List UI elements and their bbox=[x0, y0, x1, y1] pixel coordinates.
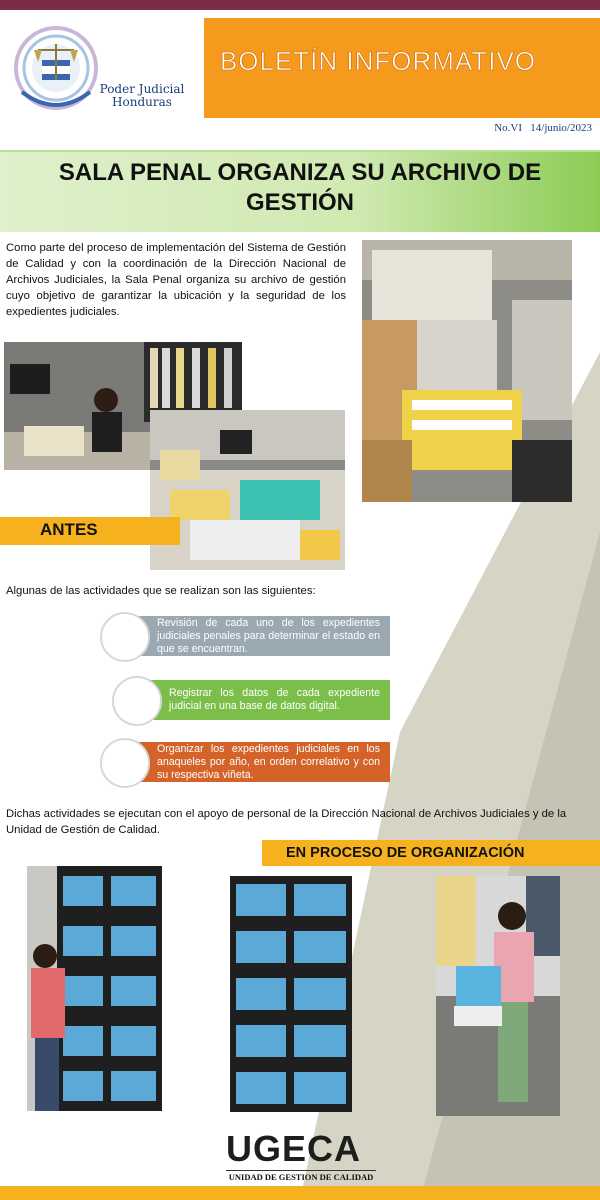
photo-shelves bbox=[230, 876, 352, 1112]
logo-line2: Honduras bbox=[112, 95, 172, 109]
activity-text: Organizar los expedientes judiciales en los anaqueles por año, en orden correlativo y con su respectiva viñeta. bbox=[157, 742, 380, 781]
photo-woman-files bbox=[436, 876, 560, 1116]
issue-date: 14/junio/2023 bbox=[530, 122, 592, 134]
ugeca-subtitle: UNIDAD DE GESTION DE CALIDAD bbox=[226, 1170, 376, 1182]
activities-intro: Algunas de las actividades que se realizan son las siguientes: bbox=[6, 585, 316, 597]
activity-bullet-1 bbox=[100, 612, 150, 662]
photo-archive-boxes bbox=[362, 240, 572, 502]
bulletin-title: BOLETÍN INFORMATIVO bbox=[219, 46, 537, 76]
intro-paragraph: Como parte del proceso de implementación del Sistema de Gestión de Calidad y con la coordinación de la Dirección Nacional de Archivos Judiciales, la Sala Penal organiza su archivo de gestión cuyo objetivo de garantizar la ubicación y la seguridad de los expedientes judiciales. bbox=[6, 242, 346, 318]
logo-caption bbox=[92, 83, 192, 109]
activity-step-1 bbox=[135, 616, 390, 656]
activity-bullet-3 bbox=[100, 738, 150, 788]
activity-text: Revisión de cada uno de los expedientes judiciales penales para determinar el estado en que se encuentran. bbox=[157, 616, 380, 655]
activity-step-2 bbox=[135, 680, 390, 720]
activity-bullet-2 bbox=[112, 676, 162, 726]
photo-shelves-woman bbox=[27, 866, 162, 1111]
support-paragraph: Dichas actividades se ejecutan con el apoyo de personal de la Dirección Nacional de Archivos Judiciales y de la Unidad de Gestión de Calidad. bbox=[6, 808, 567, 836]
ugeca-logo: UGECA bbox=[226, 1128, 362, 1169]
activity-step-3 bbox=[135, 742, 390, 782]
issue-number: No.VI bbox=[494, 122, 523, 134]
antes-label: ANTES bbox=[40, 520, 98, 539]
logo-line1: Poder Judicial bbox=[99, 82, 185, 96]
photo-file-stacks bbox=[150, 410, 345, 570]
proceso-label: EN PROCESO DE ORGANIZACIÓN bbox=[286, 845, 525, 861]
article-title: SALA PENAL ORGANIZA SU ARCHIVO DE GESTIÓN bbox=[58, 159, 542, 216]
issue-meta bbox=[430, 122, 592, 134]
top-bar bbox=[0, 0, 600, 10]
activity-text: Registrar los datos de cada expediente judicial en una base de datos digital. bbox=[169, 687, 380, 712]
bottom-bar bbox=[0, 1186, 600, 1200]
